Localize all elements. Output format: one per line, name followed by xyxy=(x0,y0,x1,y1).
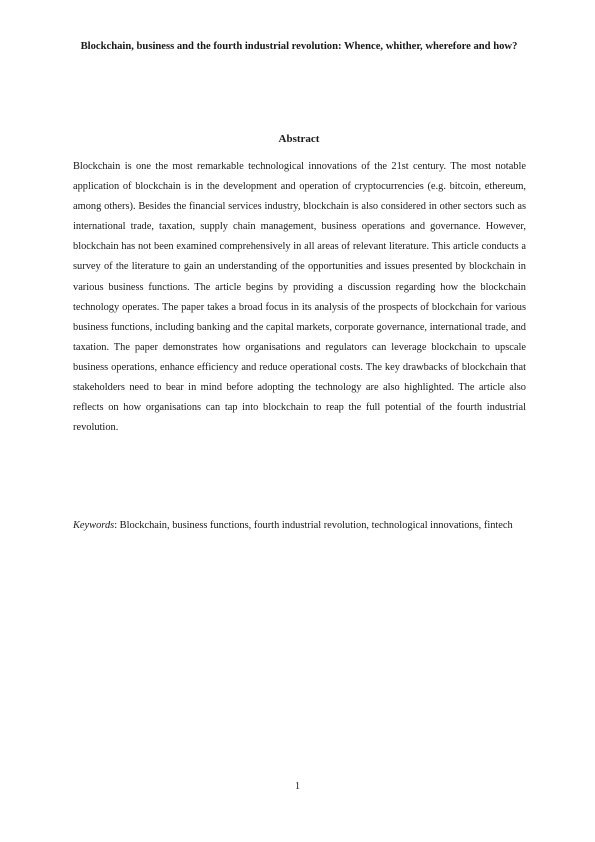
abstract-body: Blockchain is one the most remarkable technological innovations of the 21st century. The most notable application of blockchain is in the development and operation of cryptocurrencies (e.g. bitcoin, ethereum, among others). Besides the financial services industry, blockchain is also considered in other sectors such as international trade, taxation, supply chain management, business operations and governance. However, blockchain has not been examined comprehensively in all areas of relevant literature. This article conducts a survey of the literature to gain an understanding of the opportunities and issues presented by blockchain in various business functions. The article begins by providing a discussion regarding how the blockchain technology operates. The paper takes a broad focus in its analysis of the prospects of blockchain for various business functions, including banking and the capital markets, corporate governance, international trade, and taxation. The paper demonstrates how organisations and regulators can leverage blockchain to upscale business operations, enhance efficiency and reduce operational costs. The key drawbacks of blockchain that stakeholders need to bear in mind before adopting the technology are also highlighted. The article also reflects on how organisations can tap into blockchain to reap the full potential of the fourth industrial revolution. xyxy=(73,161,526,434)
keywords-section xyxy=(73,514,526,539)
keywords-separator: : xyxy=(114,520,118,531)
abstract-heading: Abstract xyxy=(278,133,320,145)
keywords-text: Blockchain, business functions, fourth industrial revolution, technological innovations, fintech xyxy=(117,520,513,531)
keywords-label: Keywords xyxy=(73,520,115,531)
page-number: 1 xyxy=(295,781,300,792)
paper-title: Blockchain, business and the fourth industrial revolution: Whence, whither, wherefore and how? xyxy=(80,41,518,52)
